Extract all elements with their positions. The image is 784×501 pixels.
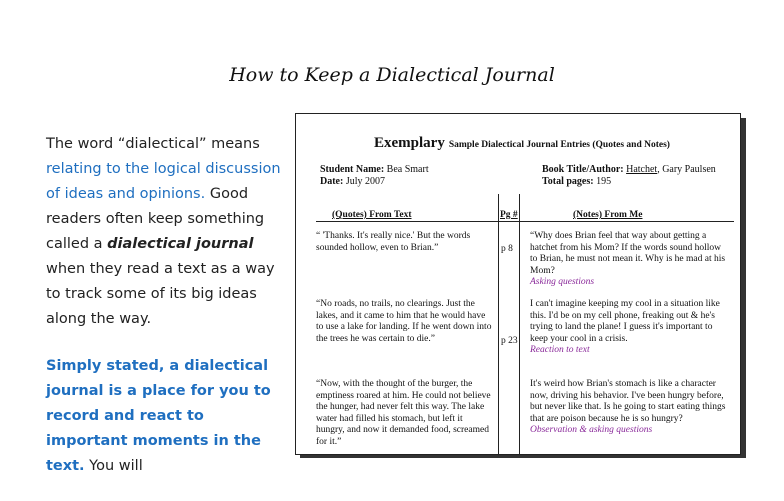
student-label: Student Name: bbox=[320, 164, 385, 175]
exemplary-sheet bbox=[295, 113, 741, 455]
note-text: “Why does Brian feel that way about getting a hatchet from his Mom? If the words sound hollow to Brian, he must not mean it. Why is he mad at his Mom? bbox=[530, 231, 726, 276]
page-cell: p 23 bbox=[501, 336, 518, 346]
column-header-notes: (Notes) From Me bbox=[573, 210, 643, 220]
page-title: How to Keep a Dialectical Journal bbox=[229, 64, 555, 86]
note-tag: Reaction to text bbox=[530, 345, 590, 355]
header-rule bbox=[316, 221, 734, 222]
date-value: July 2007 bbox=[345, 176, 385, 187]
exemplary-heading bbox=[374, 134, 670, 152]
date-label: Date: bbox=[320, 176, 344, 187]
student-name: Bea Smart bbox=[386, 164, 429, 175]
intro-text-plain: Good readers often keep something called a bbox=[46, 186, 265, 252]
note-cell bbox=[530, 379, 726, 437]
quote-cell: “No roads, no trails, no clearings. Just the lakes, and it came to him that he would have to use a lake for landing. If he went down into the trees he was certain to die.” bbox=[316, 299, 492, 344]
note-tag: Observation & asking questions bbox=[530, 425, 653, 435]
column-divider bbox=[519, 194, 520, 455]
page-cell: p 8 bbox=[501, 244, 513, 254]
intro-text-plain: You will bbox=[84, 458, 143, 474]
note-text: It's weird how Brian's stomach is like a character now, driving his behavior. I've been hungry before, but never like that. Is he going to start eating things that are poison because he is so hungry? bbox=[530, 379, 726, 424]
intro-text-plain: The word “dialectical” means bbox=[46, 136, 260, 152]
intro-text bbox=[46, 132, 284, 501]
column-header-page: Pg # bbox=[500, 210, 518, 220]
intro-text-plain: when they read a text as a way to track some of its big ideas along the way. bbox=[46, 261, 275, 327]
column-header-quotes: (Quotes) From Text bbox=[332, 210, 412, 220]
term-dialectical-journal: dialectical journal bbox=[107, 236, 254, 252]
intro-paragraph-2 bbox=[46, 354, 284, 479]
definition-text: relating to the logical discussion of ideas and opinions. bbox=[46, 161, 281, 202]
intro-paragraph-1 bbox=[46, 132, 284, 332]
note-tag: Asking questions bbox=[530, 277, 595, 287]
book-info bbox=[542, 164, 716, 188]
book-label: Book Title/Author: bbox=[542, 164, 624, 175]
exemplary-title: Exemplary bbox=[374, 135, 445, 151]
pages-value: 195 bbox=[596, 176, 612, 187]
note-cell bbox=[530, 299, 726, 357]
student-info bbox=[320, 164, 429, 188]
exemplary-subtitle: Sample Dialectical Journal Entries (Quotes and Notes) bbox=[448, 140, 670, 150]
column-divider bbox=[498, 194, 499, 455]
summary-text: Simply stated, a dialectical journal is a place for you to record and react to important moments in the text. bbox=[46, 358, 271, 474]
book-author: , Gary Paulsen bbox=[657, 164, 716, 175]
quote-cell: “ 'Thanks. It's really nice.' But the words sounded hollow, even to Brian.” bbox=[316, 231, 471, 253]
book-title: Hatchet bbox=[626, 164, 658, 175]
note-cell bbox=[530, 231, 726, 289]
pages-label: Total pages: bbox=[542, 176, 594, 187]
note-text: I can't imagine keeping my cool in a situation like this. I'd be on my cell phone, freaking out & he's trying to land the plane! I guess it's important to keep your cool in a crisis. bbox=[530, 299, 720, 344]
quote-cell: “Now, with the thought of the burger, the emptiness roared at him. He could not believe the hunger, had never felt this way. The lake water had filled his stomach, but left it hungry, and now it demanded food, screamed for it.” bbox=[316, 379, 491, 447]
